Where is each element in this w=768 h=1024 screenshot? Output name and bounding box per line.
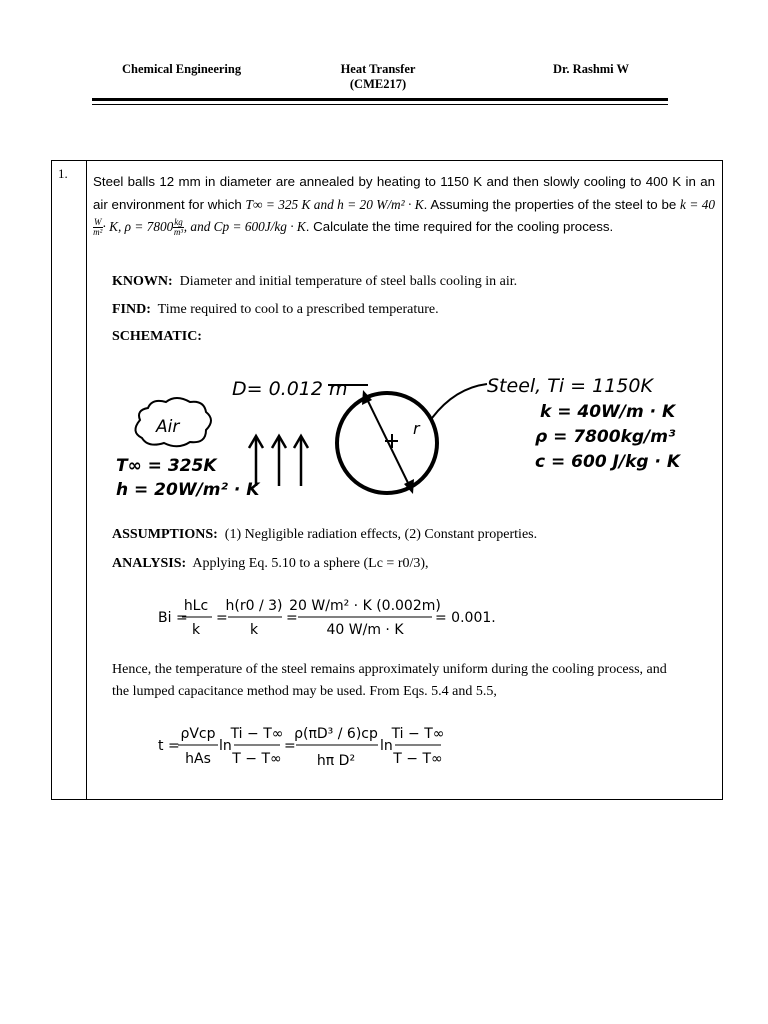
bi-f1-num: hLc bbox=[183, 598, 209, 614]
lumped-capacitance-text: Hence, the temperature of the steel remains approximately uniform during the cooling process, and the lumped capacitance method may be used. From Eqs. 5.4 and 5.5, bbox=[112, 662, 667, 699]
question-number: 1. bbox=[58, 166, 68, 181]
bi-f3-num: 20 W/m² · K (0.002m) bbox=[289, 598, 441, 614]
rho-unit-fraction: $\frac{kg}{\text{m³}}$ bbox=[173, 216, 184, 237]
k-unit-fraction: $\frac{W}{\text{m²}}$ bbox=[93, 216, 103, 237]
t-f1-den: hAs bbox=[185, 751, 211, 767]
t-ln: ln bbox=[219, 738, 232, 754]
known-line: KNOWN: Diameter and initial temperature of steel balls cooling in air. bbox=[112, 274, 518, 289]
t-lhs: t = bbox=[158, 738, 180, 754]
bi-result: = 0.001. bbox=[435, 610, 496, 626]
problem-text-2: . Assuming the properties of the steel to be bbox=[423, 196, 681, 212]
tinf-label: T∞ = 325K bbox=[116, 456, 217, 476]
schematic-label: SCHEMATIC: bbox=[112, 329, 202, 344]
bi-f2-num: h(r0 / 3) bbox=[225, 598, 283, 614]
cp-expression: , and Cp = 600J/kg · K bbox=[183, 219, 306, 234]
problem-text-1: Steel balls 12 mm in diameter are annealed by heating to 1150 K and then slowly cooling to 400 K in an air environment for which bbox=[93, 174, 715, 212]
rho-expression: · K, ρ = 7800 bbox=[102, 219, 174, 234]
svg-text:=: = bbox=[286, 610, 298, 626]
diameter-label: D= 0.012 m bbox=[232, 378, 348, 400]
air-label: Air bbox=[156, 417, 180, 437]
t-f3-num: ρ(πD³ / 6)cp bbox=[294, 726, 378, 742]
t-f4-num: Ti − T∞ bbox=[391, 726, 445, 742]
steel-label: Steel, Ti = 1150K bbox=[487, 375, 653, 397]
assumptions-line: ASSUMPTIONS: (1) Negligible radiation effects, (2) Constant properties. bbox=[112, 527, 538, 542]
t-f2-den: T − T∞ bbox=[232, 751, 282, 767]
t-f4-den: T − T∞ bbox=[393, 751, 443, 767]
rho-label: ρ = 7800kg/m³ bbox=[535, 427, 676, 447]
header-right: Dr. Rashmi W bbox=[553, 62, 630, 76]
t-ln2: ln bbox=[380, 738, 393, 754]
bi-f2-den: k bbox=[249, 622, 259, 638]
course-title: Heat Transfer bbox=[340, 62, 416, 76]
h-label: h = 20W/m² · K bbox=[116, 480, 260, 500]
k-expression: k = 40 bbox=[680, 196, 715, 212]
t-f1-num: ρVcp bbox=[180, 726, 216, 742]
bi-lhs: Bi = bbox=[158, 610, 188, 626]
svg-text:=: = bbox=[284, 738, 296, 754]
tinf-expression: T∞ = 325 K and h = 20 W/m² · K bbox=[245, 196, 424, 212]
t-f3-den: hπ D² bbox=[316, 753, 356, 769]
c-label: c = 600 J/kg · K bbox=[535, 452, 681, 472]
bi-f1-den: k bbox=[191, 622, 201, 638]
bi-f3-den: 40 W/m · K bbox=[326, 622, 404, 638]
radius-label: r bbox=[413, 419, 420, 438]
find-line: FIND: Time required to cool to a prescribed temperature. bbox=[112, 302, 439, 317]
header-left: Chemical Engineering bbox=[122, 62, 242, 76]
k-label: k = 40W/m · K bbox=[540, 402, 676, 422]
svg-text:=: = bbox=[216, 610, 228, 626]
t-f2-num: Ti − T∞ bbox=[230, 726, 284, 742]
course-code: (CME217) bbox=[349, 77, 407, 91]
analysis-line: ANALYSIS: Applying Eq. 5.10 to a sphere (Lc = r0/3), bbox=[112, 556, 429, 571]
problem-text-3: . Calculate the time required for the cooling process. bbox=[305, 219, 614, 234]
